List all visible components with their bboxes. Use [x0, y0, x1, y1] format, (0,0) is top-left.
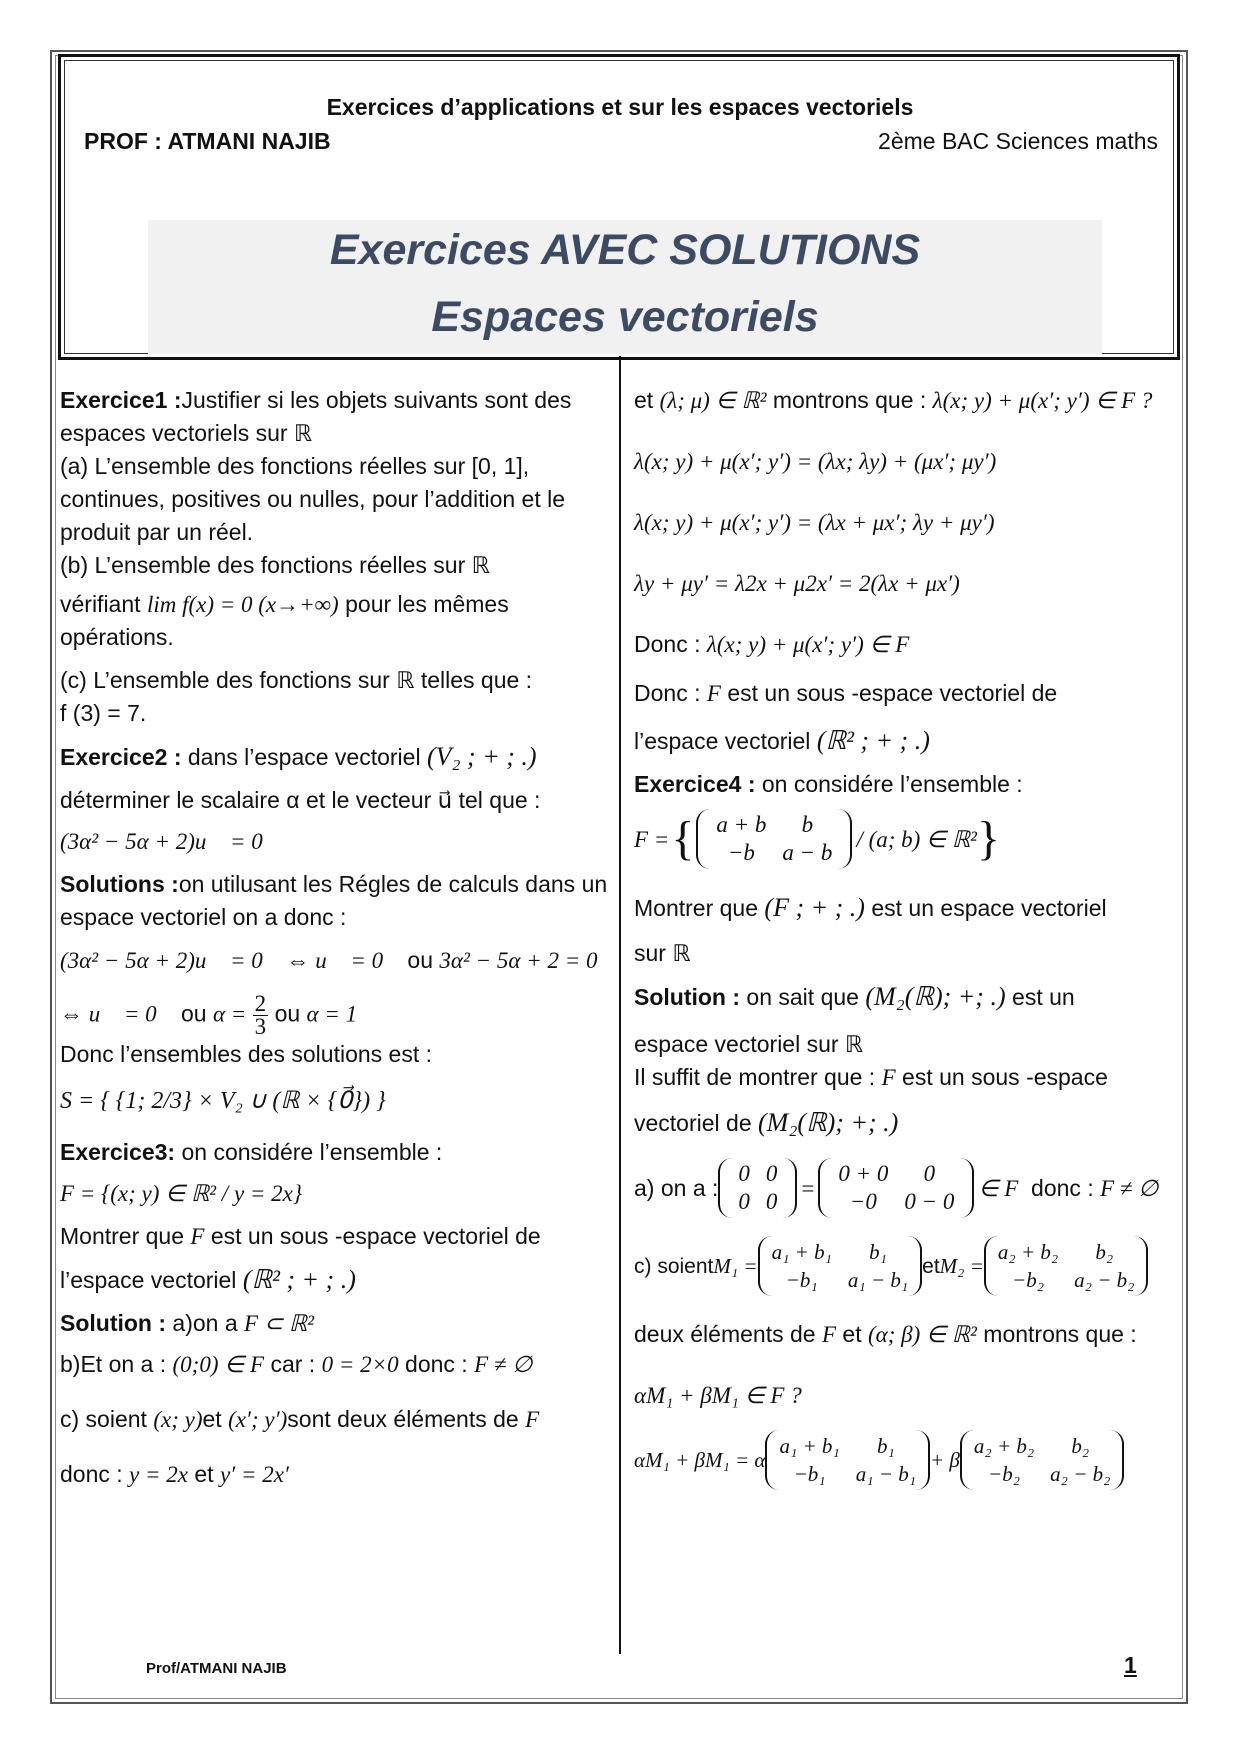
matrix-cell: a₁ + b₁	[779, 1434, 840, 1458]
solution-4-d-et: et	[836, 1321, 868, 1347]
solution-3-a-math: F ⊂ ℝ²	[244, 1311, 314, 1336]
solution-4-line-3-pre: Il suffit de montrer que :	[634, 1064, 882, 1090]
column-divider	[619, 356, 621, 1654]
matrix-cell: 0 + 0	[838, 1161, 889, 1186]
matrix-cell: 0	[923, 1161, 936, 1186]
matrix-cell: −b₁	[793, 1462, 826, 1486]
exercise-3-space	[60, 1263, 612, 1297]
exercise-2-text: dans l’espace vectoriel	[181, 744, 427, 770]
or-word: ou	[401, 947, 440, 973]
document-title: Exercices d’applications et sur les espaces vectoriels	[326, 94, 914, 120]
matrix-cell: a₁ + b₁	[771, 1240, 832, 1264]
matrix-M2-repeat	[960, 1430, 1125, 1490]
exercise-3-show-pre: Montrer que	[60, 1223, 191, 1249]
solution-4-f-plus: + β	[930, 1447, 960, 1472]
banner-line-1: Exercices AVEC SOLUTIONS	[329, 226, 921, 274]
exercise-4	[634, 768, 1174, 801]
solution-4-d-math: (α; β) ∈ ℝ²	[867, 1322, 977, 1347]
solution-2-eq-1a: (3α² − 5α + 2)u⃗ = 0⃗ ⇔ u⃗ = 0⃗	[60, 948, 402, 973]
exercise-3-space-math: (ℝ² ; + ; .)	[242, 1265, 356, 1294]
matrix-cell: a₂ + b₂	[997, 1240, 1059, 1264]
solution-4-a-pre: a) on a :	[634, 1174, 719, 1201]
exercise-3-space-pre: l’espace vectoriel	[60, 1267, 243, 1293]
or-word: ou	[180, 1000, 213, 1027]
solution-3-b	[60, 1348, 612, 1381]
exercise-4-sur: sur ℝ	[634, 940, 691, 966]
exercise-2-label: Exercice2 :	[60, 744, 182, 770]
solution-2-eq-2c: α = 1	[306, 1001, 358, 1027]
solution-3-a-text: a)on a	[166, 1310, 245, 1336]
exercise-4-matrix	[696, 809, 852, 869]
matrix-cell: 0	[765, 1161, 778, 1186]
solution-4-f	[634, 1430, 1174, 1490]
right-column	[634, 384, 1174, 1490]
solution-3-b-pre: b)Et on a :	[60, 1351, 173, 1377]
matrix-M2	[984, 1236, 1149, 1296]
solution-3-c-m2: (x′; y′)	[228, 1407, 288, 1432]
solution-4-d	[634, 1318, 1174, 1351]
solution-4-d-pre: deux éléments de	[634, 1321, 822, 1347]
solution-2-text: on utilusant les Régles de calculs dans un espace vectoriel on a donc :	[60, 871, 608, 930]
set-F: F	[190, 1224, 205, 1249]
fraction-denominator: 3	[254, 1014, 267, 1039]
exercise-4-show	[634, 891, 1174, 925]
solution-4-line-4	[634, 1106, 1174, 1140]
solution-3-b-donc: donc :	[398, 1351, 475, 1377]
solution-3-b-m3: F ≠ ∅	[474, 1352, 533, 1377]
exercise-2-equation: (3α² − 5α + 2)u⃗ = 0⃗	[60, 829, 281, 854]
right-line-2: λ(x; y) + μ(x′; y′) = (λx; λy) + (μx′; μy′)	[634, 449, 997, 474]
exercise-3	[60, 1136, 612, 1169]
right-line-5-pre: Donc :	[634, 631, 707, 657]
right-line-7-pre: l’espace vectoriel	[634, 728, 817, 754]
matrix-cell: −b₁	[785, 1268, 818, 1292]
matrix-cell: a₂ − b₂	[1074, 1268, 1135, 1292]
solution-3-b-m1: (0;0) ∈ F	[172, 1352, 265, 1377]
exercise-3-show-post: est un sous -espace vectoriel de	[204, 1223, 541, 1249]
solution-3-d	[60, 1458, 612, 1491]
right-line-1-m1: (λ; μ) ∈ ℝ²	[659, 388, 767, 413]
author: PROF : ATMANI NAJIB	[84, 128, 331, 154]
set-F: F	[881, 1065, 896, 1090]
left-column	[60, 384, 612, 1491]
matrix-cell: b₁	[876, 1434, 895, 1458]
exercise-3-set: F = {(x; y) ∈ ℝ² / y = 2x}	[60, 1181, 303, 1206]
exercise-4-show-pre: Montrer que	[634, 895, 765, 921]
exercise-4-show-math: (F ; + ; .)	[764, 893, 865, 922]
exercise-2-text-2: déterminer le scalaire α et le vecteur u⃗ tel que :	[60, 787, 541, 813]
solution-3-c-post: sont deux éléments de	[287, 1406, 526, 1432]
solution-4-line-2: espace vectoriel sur ℝ	[634, 1031, 864, 1057]
solution-4-c	[634, 1236, 1174, 1296]
right-line-1-pre: et	[634, 387, 660, 413]
right-line-1-mid: montrons que :	[766, 387, 933, 413]
solution-2-eq-2b: α =	[212, 1001, 247, 1027]
right-line-1	[634, 384, 1174, 417]
solution-3-b-car: car :	[264, 1351, 322, 1377]
matrix-cell: a + b	[716, 812, 767, 837]
solution-3-d-et: et	[187, 1461, 220, 1487]
solution-2-label: Solutions :	[60, 871, 179, 897]
solution-2	[60, 868, 612, 934]
right-line-6-post: est un sous -espace vectoriel de	[720, 680, 1058, 706]
matrix-cell: a₁ − b₁	[847, 1268, 909, 1292]
solution-4-line-3	[634, 1061, 1174, 1094]
solution-4-d-post: montrons que :	[976, 1321, 1137, 1347]
matrix-cell: a₁ − b₁	[855, 1462, 916, 1486]
solution-4-c-pre: c) soient	[634, 1254, 714, 1278]
solution-4	[634, 980, 1174, 1014]
exercise-4-show-post: est un espace vectoriel	[864, 895, 1107, 921]
solution-2-conclusion: Donc l’ensembles des solutions est :	[60, 1041, 433, 1067]
matrix-cell: −b	[727, 840, 755, 865]
matrix-cell: 0 − 0	[904, 1189, 955, 1214]
right-line-7	[634, 724, 1174, 758]
solution-4-a	[634, 1158, 1174, 1218]
right-line-4: λy + μy′ = λ2x + μ2x′ = 2(λx + μx′)	[634, 571, 960, 596]
right-line-5	[634, 628, 1174, 661]
exercise-1-text: Justifier si les objets suivants sont des espaces vectoriels sur ℝ	[60, 387, 572, 446]
solution-2-eq-1b: 3α² − 5α + 2 = 0	[439, 948, 598, 973]
matrix-cell: a₂ − b₂	[1050, 1462, 1111, 1486]
matrix-cell: b₂	[1095, 1240, 1114, 1264]
brace-open: {	[671, 812, 695, 865]
matrix-cell: b₂	[1071, 1434, 1090, 1458]
matrix-M1	[758, 1236, 923, 1296]
zero-matrix	[718, 1158, 797, 1218]
matrix-cell: a₂ + b₂	[973, 1434, 1035, 1458]
exercise-4-text: on considére l’ensemble :	[755, 771, 1023, 797]
solution-4-a-ne: F ≠ ∅	[1100, 1175, 1159, 1201]
right-line-7-math: (ℝ² ; + ; .)	[816, 726, 930, 755]
solution-4-f-pre: αM₁ + βM₁ = α	[634, 1447, 766, 1472]
solution-2-eq-2a: ⇔ u⃗ = 0⃗	[60, 1001, 175, 1027]
matrix-cell: 0	[738, 1161, 750, 1186]
solution-4-a-donc: donc :	[1018, 1174, 1101, 1201]
footer-author: Prof/ATMANI NAJIB	[146, 1660, 287, 1677]
solution-3-c-et: et	[202, 1406, 229, 1432]
matrix-cell: a − b	[782, 840, 833, 865]
exercise-1-a: (a) L’ensemble des fonctions réelles sur [0, 1], continues, positives ou nulles, pour l’addition et le produit par un réel.	[60, 453, 566, 545]
exercise-4-condition: / (a; b) ∈ ℝ²	[856, 826, 977, 852]
solution-3-d-m2: y′ = 2x′	[219, 1462, 289, 1487]
exercise-1-b-post: pour les mêmes opérations.	[60, 591, 509, 650]
matrix-cell: −b₂	[988, 1462, 1021, 1486]
solution-3-label: Solution :	[60, 1310, 167, 1336]
solution-3-c-pre: c) soient	[60, 1406, 154, 1432]
solution-4-c-et: et	[922, 1254, 940, 1278]
solution-3-a	[60, 1307, 612, 1340]
solution-4-label: Solution :	[634, 984, 741, 1010]
matrix-cell: −0	[849, 1189, 877, 1214]
fraction-numerator: 2	[254, 991, 267, 1016]
exercise-2-space: (V₂ ; + ; .)	[426, 742, 537, 771]
exercise-1-c-value: f (3) = 7.	[60, 700, 147, 726]
solution-4-text: on sait que	[740, 984, 866, 1010]
banner-line-2: Espaces vectoriels	[431, 293, 819, 341]
solution-4-line-4-math: (M₂(ℝ); +; .)	[758, 1108, 899, 1137]
or-word: ou	[274, 1000, 307, 1027]
solution-3-d-m1: y = 2x	[129, 1462, 188, 1487]
solution-4-a-in: ∈ F	[978, 1175, 1019, 1201]
set-F: F	[525, 1407, 540, 1432]
solution-set: S = { {1; 2/3} × V₂ ∪ (ℝ × {0⃗}) }	[60, 1088, 386, 1114]
solution-2-eq-1	[60, 944, 612, 977]
matrix-cell: 0	[765, 1189, 778, 1214]
exercise-3-label: Exercice3:	[60, 1139, 176, 1165]
matrix-M1-repeat	[765, 1430, 930, 1490]
exercise-4-label: Exercice4 :	[634, 771, 756, 797]
exercise-1-label: Exercice1 :	[60, 387, 182, 413]
solution-4-line-3-post: est un sous -espace	[895, 1064, 1108, 1090]
class-level: 2ème BAC Sciences maths	[878, 128, 1158, 154]
solution-3-b-m2: 0 = 2×0	[321, 1352, 399, 1377]
solution-3-c	[60, 1403, 612, 1436]
matrix-M2-label: M₂ =	[939, 1253, 984, 1278]
set-F: F	[706, 681, 721, 706]
exercise-4-F: F =	[634, 826, 670, 852]
exercise-1-b-limit	[60, 588, 612, 654]
matrix-cell: b₁	[869, 1240, 887, 1264]
matrix-cell: 0	[738, 1189, 750, 1214]
right-line-5-math: λ(x; y) + μ(x′; y′) ∈ F	[706, 632, 910, 657]
matrix-cell: b	[801, 812, 814, 837]
exercise-1-b-pre: vérifiant	[60, 591, 141, 617]
solution-2-eq-2	[60, 993, 612, 1038]
page-number: 1	[1124, 1652, 1137, 1678]
solution-4-math: (M₂(ℝ); +; .)	[865, 982, 1006, 1011]
solution-4-post: est un	[1005, 984, 1075, 1010]
exercise-3-text: on considére l’ensemble :	[175, 1139, 443, 1165]
exercise-1-b: (b) L’ensemble des fonctions réelles sur ℝ	[60, 552, 490, 578]
matrix-cell: −b₂	[1012, 1268, 1045, 1292]
equals-sign: =	[801, 1175, 815, 1201]
exercise-4-set	[634, 809, 1174, 869]
solution-3-d-pre: donc :	[60, 1461, 130, 1487]
exercise-1	[60, 384, 612, 450]
right-line-6-pre: Donc :	[634, 680, 707, 706]
brace-close: }	[976, 812, 1000, 865]
limit-expression: lim f(x) = 0 (x→+∞)	[146, 592, 339, 617]
matrix-M1-label: M₁ =	[713, 1253, 758, 1278]
right-line-3: λ(x; y) + μ(x′; y′) = (λx + μx′; λy + μy′)	[634, 510, 995, 535]
solution-4-line-4-pre: vectoriel de	[634, 1110, 759, 1136]
solution-4-e: αM₁ + βM₁ ∈ F ?	[634, 1383, 802, 1408]
solution-3-c-m1: (x; y)	[153, 1407, 203, 1432]
fraction-two-thirds	[253, 993, 269, 1038]
exercise-1-c: (c) L’ensemble des fonctions sur ℝ telles que :	[60, 667, 533, 693]
right-line-6	[634, 677, 1174, 710]
exercise-2	[60, 740, 612, 774]
set-F: F	[821, 1322, 837, 1347]
right-line-1-m2: λ(x; y) + μ(x′; y′) ∈ F ?	[932, 388, 1153, 413]
zero-matrix-form	[818, 1158, 974, 1218]
exercise-3-show	[60, 1220, 612, 1253]
